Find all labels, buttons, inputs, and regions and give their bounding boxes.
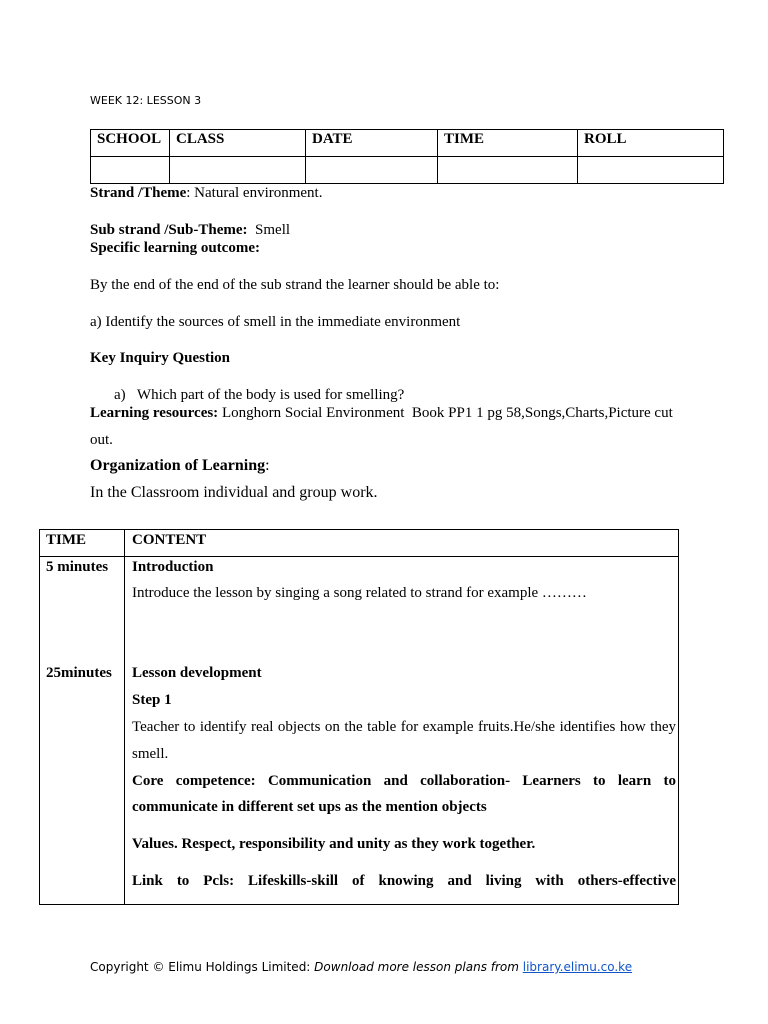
lesson-info-value-row	[91, 157, 724, 184]
strand-line	[90, 185, 322, 202]
resources-value: Longhorn Social Environment Book PP1 1 pg 58,Songs,Charts,Picture cut	[218, 405, 673, 421]
col-time-header: TIME	[40, 530, 125, 557]
time-cell	[40, 557, 125, 905]
sub-strand-label: Sub strand /Sub-Theme:	[90, 222, 248, 238]
sub-strand-value: Smell	[247, 222, 291, 238]
link-to-pcls: Link to Pcls: Lifeskills-skill of knowing and living with others-effective	[132, 873, 676, 889]
core-competence: Core competence: Communication and collaboration- Learners to learn to	[132, 773, 676, 789]
lesson-info-header-row	[91, 130, 724, 157]
lesson-week-heading: WEEK 12: LESSON 3	[90, 94, 202, 107]
core-competence-2: communicate in different set ups as the mention objects	[132, 799, 487, 815]
step-1-title: Step 1	[132, 692, 172, 708]
roll-value-cell	[578, 157, 724, 184]
intro-text: Introduce the lesson by singing a song related to strand for example ………	[132, 585, 587, 601]
organization-heading: Organization of Learning:	[90, 457, 270, 474]
content-cell	[125, 557, 679, 905]
footer-library-link[interactable]: library.elimu.co.ke	[522, 960, 633, 974]
step-1-text: Teacher to identify real objects on the table for example fruits.He/she identifies how they	[132, 719, 676, 735]
class-value-cell	[170, 157, 306, 184]
col-content-header: CONTENT	[125, 530, 679, 557]
column-time: TIME	[438, 130, 578, 157]
column-school: SCHOOL	[91, 130, 170, 157]
resources-line	[90, 405, 673, 422]
lesson-table-body-row	[40, 557, 679, 905]
strand-label: Strand /Theme	[90, 185, 187, 201]
inquiry-question	[114, 387, 404, 404]
development-title: Lesson development	[132, 665, 262, 681]
outcome-item: a) Identify the sources of smell in the immediate environment	[90, 314, 461, 330]
resources-line-2: out.	[90, 432, 113, 448]
column-class: CLASS	[170, 130, 306, 157]
sub-strand-line	[90, 222, 290, 239]
outcome-label: Specific learning outcome:	[90, 240, 260, 256]
strand-value: : Natural environment.	[186, 185, 323, 201]
inquiry-question-text: Which part of the body is used for smelling?	[136, 387, 405, 403]
organization-value: In the Classroom individual and group work.	[90, 484, 378, 501]
school-value-cell	[91, 157, 170, 184]
footer-copyright: Copyright © Elimu Holdings Limited:	[90, 960, 315, 974]
outcome-intro: By the end of the end of the sub strand the learner should be able to:	[90, 277, 500, 293]
inquiry-label: Key Inquiry Question	[90, 350, 231, 366]
time-development: 25minutes	[46, 665, 112, 681]
inquiry-marker: a)	[114, 387, 126, 403]
lesson-content-table	[39, 529, 679, 905]
lesson-table-header-row	[40, 530, 679, 557]
time-intro: 5 minutes	[46, 559, 109, 575]
date-value-cell	[306, 157, 438, 184]
values-text: Values. Respect, responsibility and unity as they work together.	[132, 836, 536, 852]
column-date: DATE	[306, 130, 438, 157]
resources-label: Learning resources:	[90, 405, 219, 421]
intro-title: Introduction	[132, 559, 214, 575]
footer-download-text: Download more lesson plans from	[314, 960, 523, 974]
lesson-info-table	[90, 129, 724, 184]
column-roll: ROLL	[578, 130, 724, 157]
organization-label: Organization of Learning	[90, 457, 266, 474]
step-1-text-2: smell.	[132, 746, 169, 762]
page-footer	[90, 960, 632, 974]
time-value-cell	[438, 157, 578, 184]
